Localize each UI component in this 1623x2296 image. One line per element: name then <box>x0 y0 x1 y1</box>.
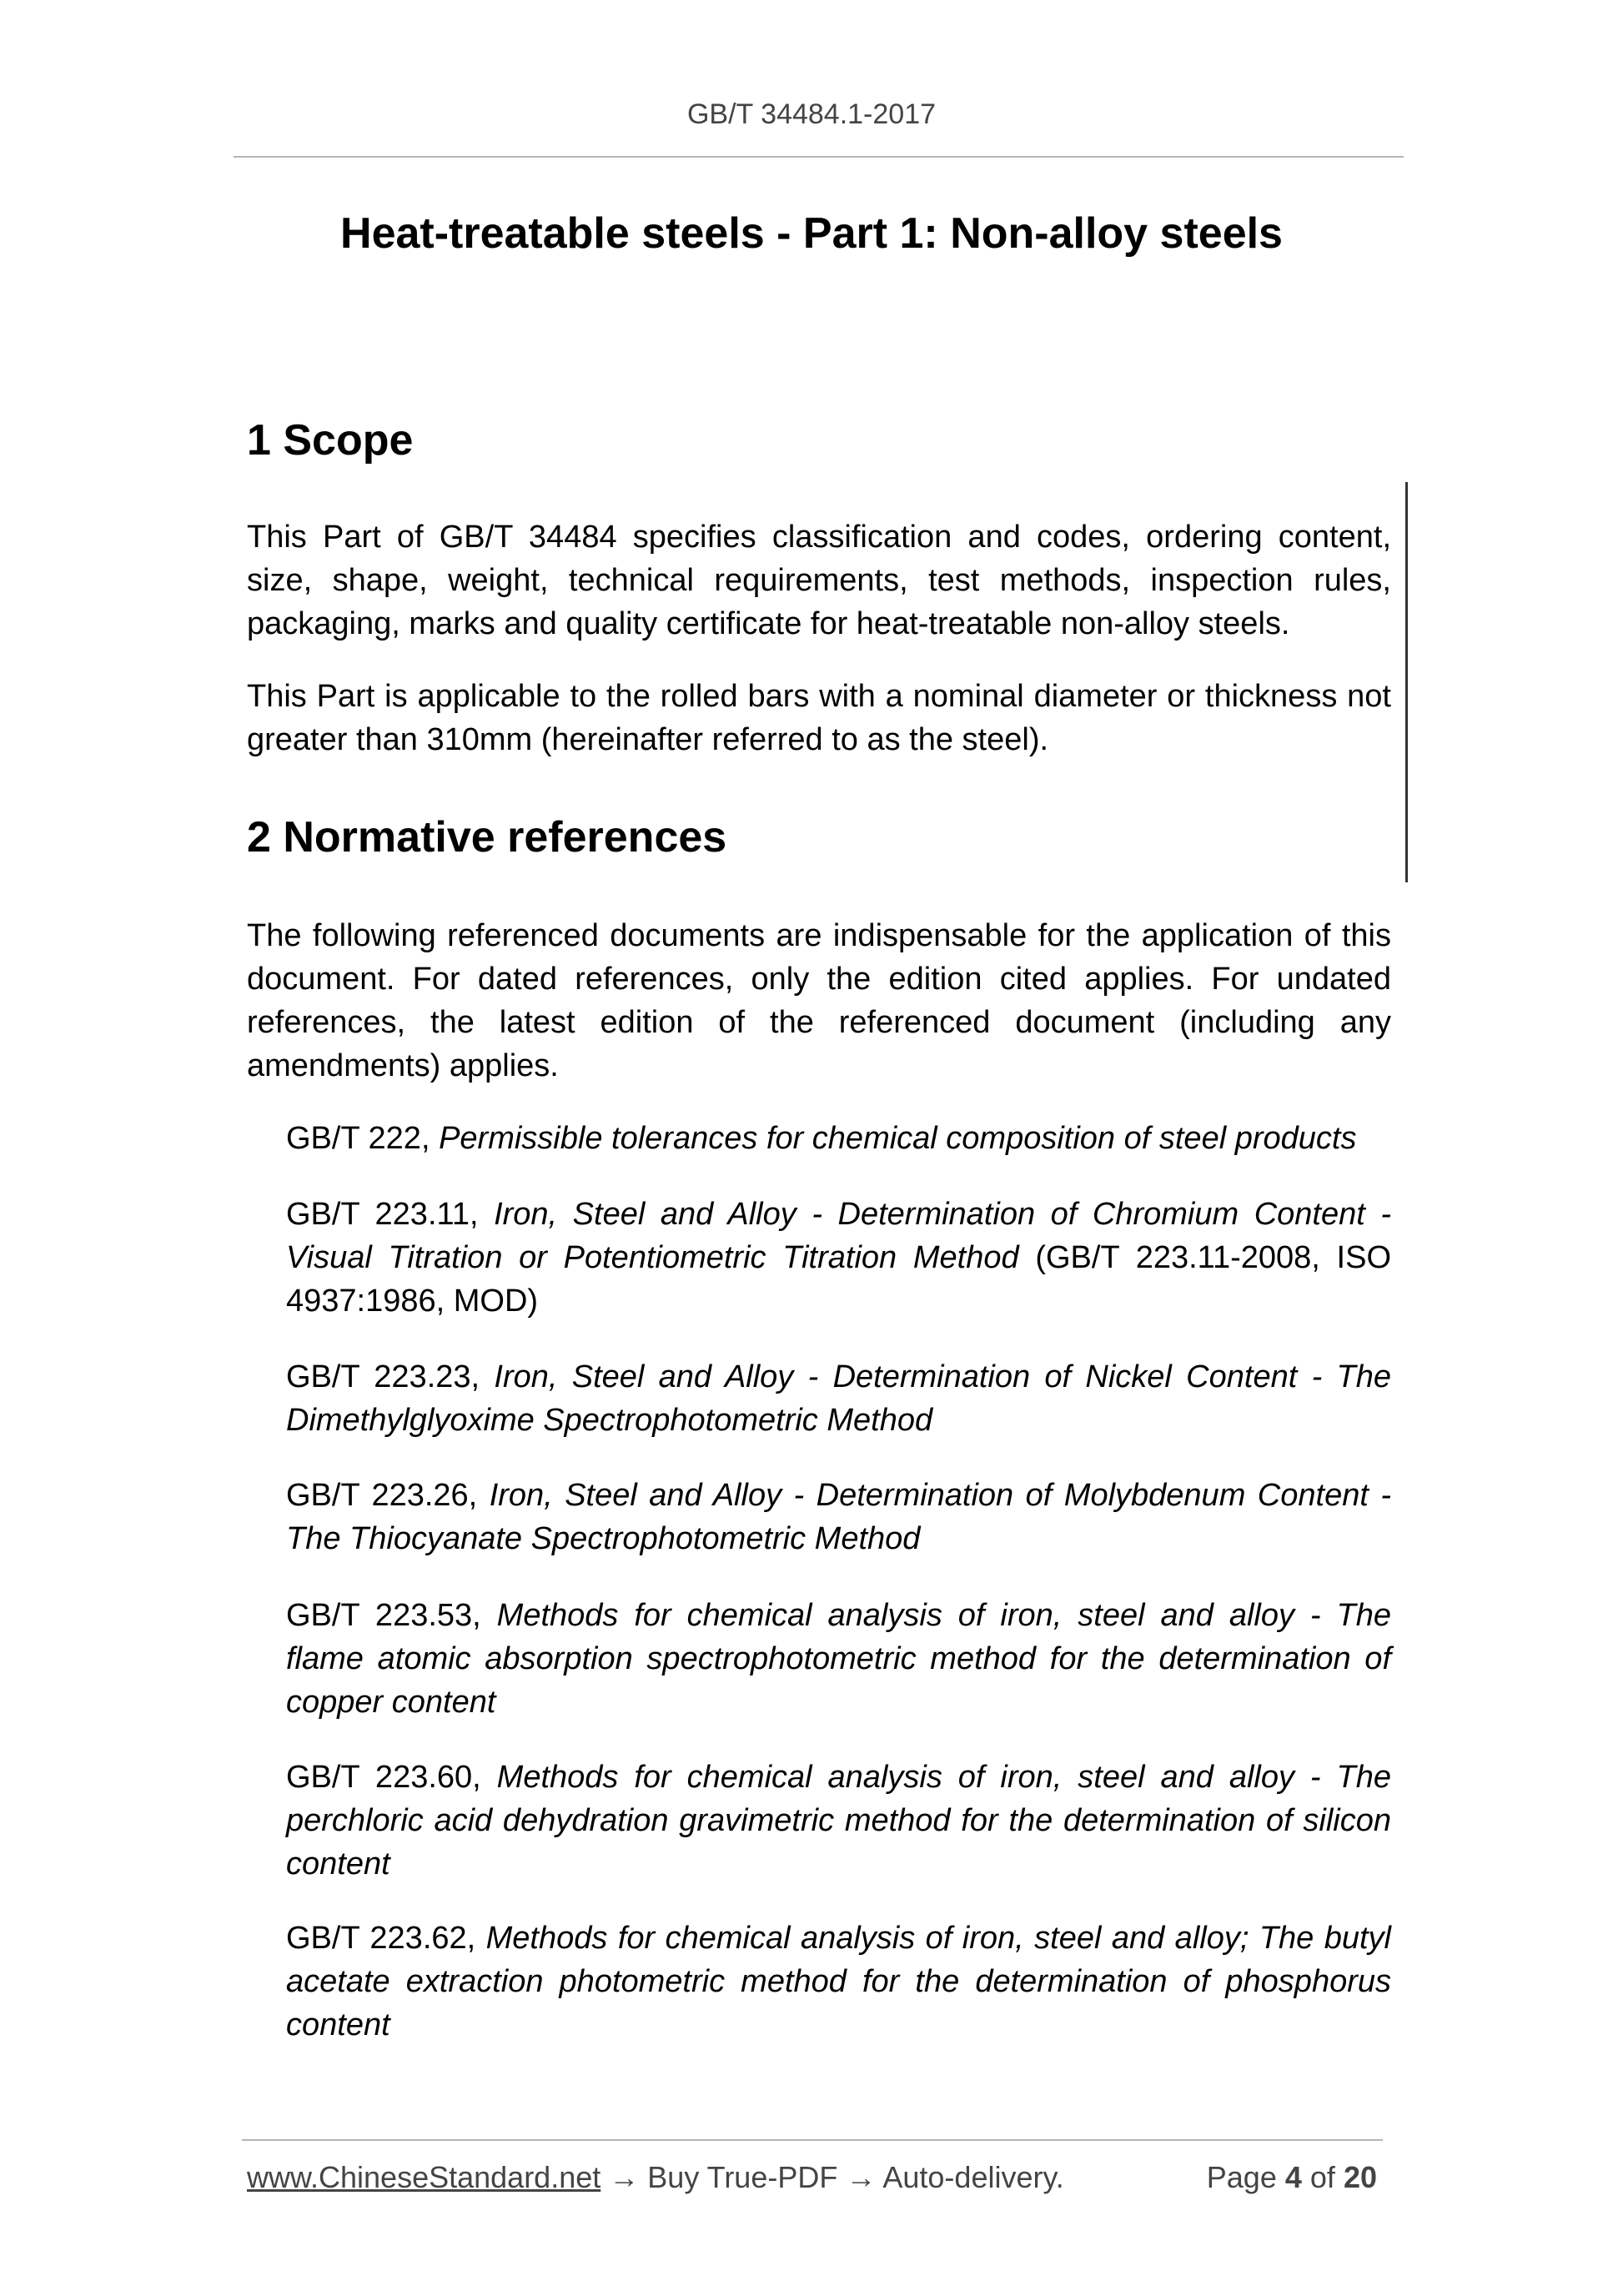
reference-code: GB/T 223.53, <box>286 1598 481 1633</box>
section-heading-normative-references: 2 Normative references <box>247 813 727 862</box>
page-label: Page <box>1206 2160 1277 2194</box>
document-title: Heat-treatable steels - Part 1: Non-alloy steels <box>340 209 1283 258</box>
reference-entry <box>286 1355 1391 1442</box>
auto-delivery-text: Auto-delivery. <box>882 2160 1064 2194</box>
reference-entry <box>286 1193 1391 1323</box>
reference-title: Iron, Steel and Alloy - Determination of Chromium Content - Visual Titration or Potentiometric Titration Method <box>286 1197 1391 1275</box>
scope-paragraph-2: This Part is applicable to the rolled bars with a nominal diameter or thickness not greater than 310mm (hereinafter referred to as the steel). <box>247 679 1391 757</box>
reference-entry <box>286 1594 1391 1724</box>
reference-title: Iron, Steel and Alloy - Determination of Nickel Content - The Dimethylglyoxime Spectrophotometric Method <box>286 1359 1392 1438</box>
reference-code: GB/T 223.62, <box>286 1921 476 1956</box>
reference-note: (GB/T 223.11-2008, ISO 4937:1986, MOD) <box>286 1240 1392 1319</box>
footer-rule <box>242 2139 1383 2141</box>
section-heading-scope: 1 Scope <box>247 416 414 465</box>
of-label: of <box>1309 2160 1335 2194</box>
page-current: 4 <box>1284 2160 1302 2194</box>
references-intro-paragraph: The following referenced documents are indispensable for the application of this document. For dated references, only the edition cited applies. For undated references, the latest edition of the referenced document (including any amendments) applies. <box>247 918 1391 1083</box>
reference-code: GB/T 222, <box>286 1121 430 1156</box>
footer-promo <box>247 2160 1064 2195</box>
reference-title: Iron, Steel and Alloy - Determination of Molybdenum Content - The Thiocyanate Spectrophotometric Method <box>286 1478 1392 1556</box>
reference-code: GB/T 223.11, <box>286 1197 479 1232</box>
reference-title: Methods for chemical analysis of iron, steel and alloy - The perchloric acid dehydration gravimetric method for the determination of silicon content <box>286 1760 1392 1882</box>
running-header: GB/T 34484.1-2017 <box>686 98 937 130</box>
website-link[interactable]: www.ChineseStandard.net <box>247 2160 601 2194</box>
arrow-right-icon: → <box>609 2160 640 2194</box>
revision-change-bar <box>1405 482 1408 882</box>
reference-code: GB/T 223.26, <box>286 1478 478 1513</box>
reference-entry <box>286 1917 1391 2047</box>
reference-code: GB/T 223.23, <box>286 1359 480 1394</box>
reference-entry <box>286 1117 1391 1160</box>
reference-title: Methods for chemical analysis of iron, steel and alloy; The butyl acetate extraction photometric method for the determination of phosphorus content <box>286 1921 1391 2042</box>
buy-true-pdf-text: Buy True-PDF <box>647 2160 838 2194</box>
reference-title: Permissible tolerances for chemical composition of steel products <box>439 1121 1357 1156</box>
page-total: 20 <box>1343 2160 1377 2194</box>
arrow-right-icon: → <box>846 2160 877 2194</box>
page-indicator <box>1207 2160 1377 2195</box>
header-rule <box>234 156 1404 158</box>
reference-title: Methods for chemical analysis of iron, steel and alloy - The flame atomic absorption spectrophotometric method for the determination of copper content <box>286 1598 1392 1720</box>
reference-entry <box>286 1756 1391 1886</box>
reference-code: GB/T 223.60, <box>286 1760 481 1795</box>
scope-paragraph-1: This Part of GB/T 34484 specifies classification and codes, ordering content, size, shape, weight, technical requirements, test methods, inspection rules, packaging, marks and quality certificate for heat-treatable non-alloy steels. <box>247 520 1391 641</box>
reference-entry <box>286 1474 1391 1560</box>
